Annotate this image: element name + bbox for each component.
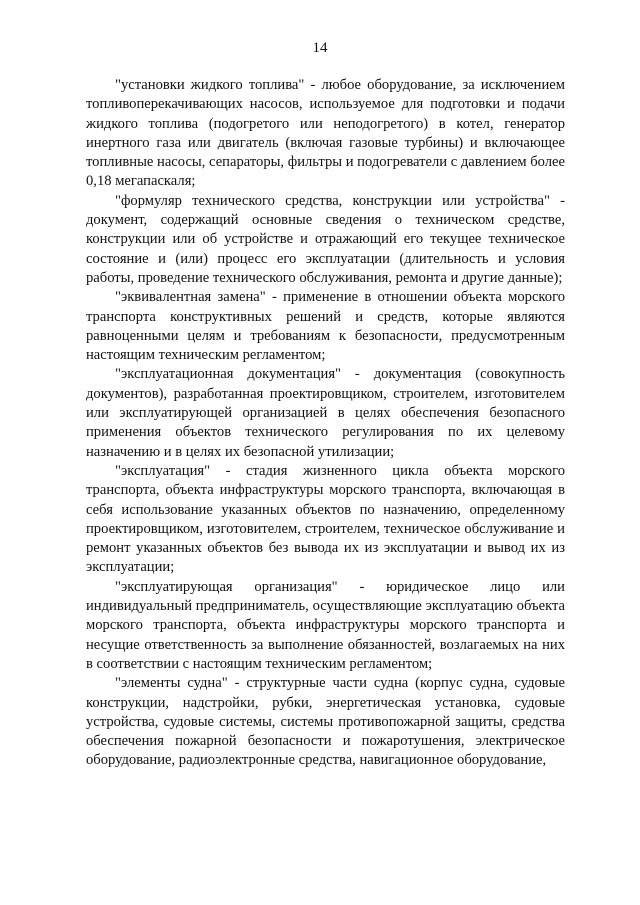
definition-paragraph-operational-documentation: "эксплуатационная документация" - документация (совокупность документов), разработанная проектировщиком, строителем, изготовителем или эксплуатирующей организацией в целях обеспечения безопасного применения объектов технического регулирования по их целевому назначению и в целях их безопасной утилизации; (86, 366, 565, 460)
definition-paragraph-fuel-installations: "установки жидкого топлива" - любое оборудование, за исключением топливоперекачивающих насосов, используемое для подготовки и подачи жидкого топлива (подогретого или неподогретого) в котел, генератор инертного газа или двигатель (включая газовые турбины) и включающее топливные насосы, сепараторы, фильтры и подогреватели с давлением более 0,18 мегапаскаля; (86, 77, 565, 190)
definition-paragraph-equivalent-replacement: "эквивалентная замена" - применение в отношении объекта морского транспорта конструктивных решений и средств, которые являются равноценными целям и требованиям к безопасности, предусмотренным настоящим техническим регламентом; (86, 289, 565, 364)
definition-paragraph-ship-elements: "элементы судна" - структурные части судна (корпус судна, судовые конструкции, надстройки, рубки, энергетическая установка, судовые устройства, судовые системы, системы противопожарной защиты, средства обеспечения пожарной безопасности и пожаротушения, электрическое оборудование, радиоэлектронные средства, навигационное оборудование, (86, 675, 565, 769)
definition-paragraph-operating-organization: "эксплуатирующая организация" - юридическое лицо или индивидуальный предприниматель, осуществляющие эксплуатацию объекта морского транспорта, объекта инфраструктуры морского транспорта и несущие ответственность за выполнение обязанностей, возлагаемых на них в соответствии с настоящим техническим регламентом; (86, 578, 565, 672)
page-number: 14 (312, 40, 328, 56)
definition-paragraph-operation: "эксплуатация" - стадия жизненного цикла объекта морского транспорта, объекта инфраструктуры морского транспорта, включающая в себя использование указанных объектов по назначению, определенному проектировщиком, изготовителем, строителем, техническое обслуживание и ремонт указанных объектов без вывода их из эксплуатации и вывод их из эксплуатации; (86, 462, 565, 576)
definition-paragraph-technical-form: "формуляр технического средства, конструкции или устройства" - документ, содержащий основные сведения о техническом средстве, конструкции или об устройстве и отражающий его текущее техническое состояние и (или) процесс его эксплуатации (длительность и условия работы, проведение технического обслуживания, ремонта и другие данные); (86, 192, 565, 286)
document-body (86, 76, 565, 771)
